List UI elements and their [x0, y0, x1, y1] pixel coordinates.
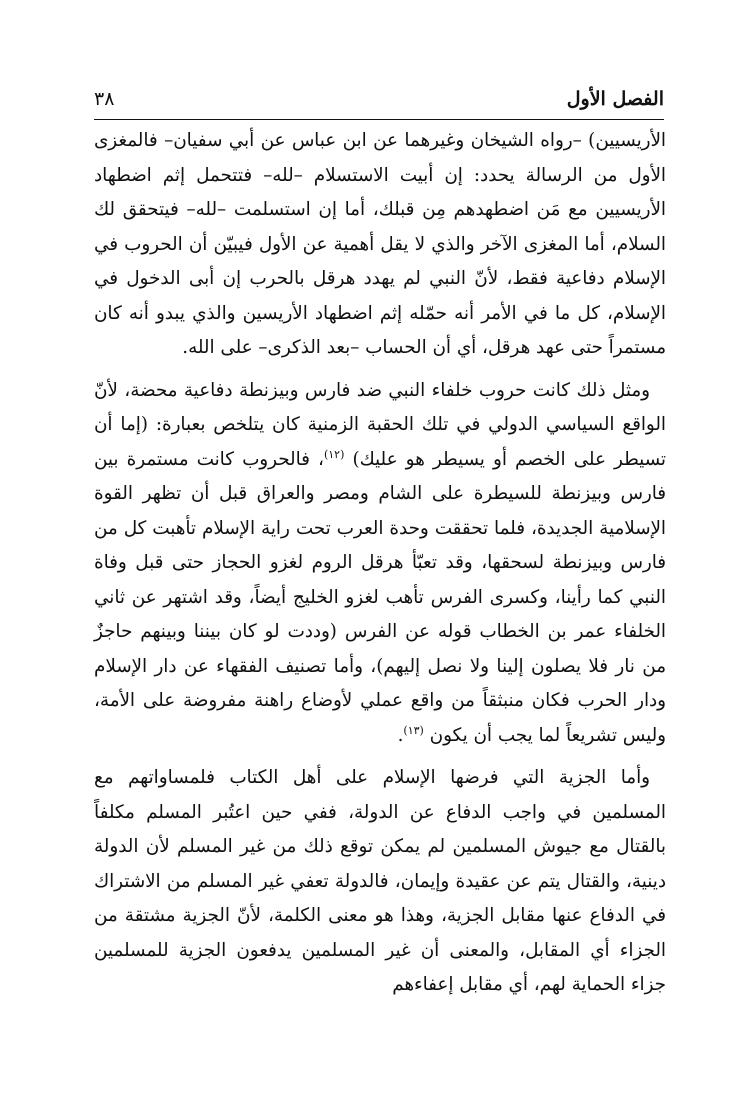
paragraph-2-text-b: ، فالحروب كانت مستمرة بين فارس وبيزنطة للسيطرة على الشام ومصر والعراق قبل أن تظهر القوة الإسلامية الجديدة، فلما تحققت وحدة العرب تحت راية الإسلام تأهبت كل من فارس وبيزنطة لسحقها، وقد تعبّأ هرقل الروم لغزو الحجاز حتى قبل وفاة النبي كما رأينا، وكسرى الفرس تأهب لغزو الخليج أيضاً، وقد اشتهر عن ثاني الخلفاء عمر بن الخطاب قوله عن الفرس (وددت لو كان بيننا وبينهم حاجزٌ من نار فلا يصلون إلينا ولا نصل إليهم)، وأما تصنيف الفقهاء عن دار الإسلام ودار الحرب فكان منبثقاً من واقع عملي لأوضاع راهنة مفروضة على الأمة، وليس تشريعاً لما يجب أن يكون: [94, 448, 666, 746]
footnote-ref-13[interactable]: (١٣): [403, 723, 424, 737]
page-number: ٣٨: [94, 88, 115, 110]
body-text: [94, 124, 666, 1003]
paragraph-2: [94, 374, 666, 754]
paragraph-1: [94, 124, 666, 366]
paragraph-3-text: وأما الجزية التي فرضها الإسلام على أهل الكتاب فلمساواتهم مع المسلمين في واجب الدفاع عن الدولة، ففي حين اعتُبر المسلم مكلفاً بالقتال مع جيوش المسلمين لم يمكن توقع ذلك من غير المسلم لأن الدولة دينية، والقتال يتم عن عقيدة وإيمان، فالدولة تعفي غير المسلم من الاشتراك في الدفاع عنها مقابل الجزية، وهذا هو معنى الكلمة، لأنّ الجزية مشتقة من الجزاء أي المقابل، والمعنى أن غير المسلمين يدفعون الجزية للمسلمين جزاء الحماية لهم، أي مقابل إعفاءهم: [94, 767, 666, 995]
chapter-title: الفصل الأول: [566, 88, 664, 110]
running-header: [94, 86, 664, 120]
paragraph-2-text-a: ومثل ذلك كانت حروب خلفاء النبي ضد فارس وبيزنطة دفاعية محضة، لأنّ الواقع السياسي الدولي في تلك الحقبة الزمنية كان يتلخص بعبارة: (إما أن تسيطر على الخصم أو يسيطر هو عليك): [94, 379, 666, 470]
paragraph-3: [94, 761, 666, 1003]
footnote-ref-12[interactable]: (١٢): [323, 447, 345, 461]
paragraph-1-text: الأريسيين) –رواه الشيخان وغيرهما عن ابن عباس عن أبي سفيان– فالمغزى الأول من الرسالة يحدد: إن أبيت الاستسلام –لله– فتتحمل إثم اضطهاد الأريسيين مع مَن اضطهدهم مِن قبلك، أما إن استسلمت –لله– فيتحقق لك السلام، أما المغزى الآخر والذي لا يقل أهمية عن الأول فيبيّن أن الحروب في الإسلام دفاعية فقط، لأنّ النبي لم يهدد هرقل بالحرب إن أبى الدخول في الإسلام، كل ما في الأمر أنه حمّله إثم اضطهاد الأريسين والذي يبدو أنه كان مستمراً حتى عهد هرقل، أي أن الحساب –بعد الذكرى– على الله.: [94, 130, 666, 358]
paragraph-2-text-end: .: [397, 724, 404, 746]
